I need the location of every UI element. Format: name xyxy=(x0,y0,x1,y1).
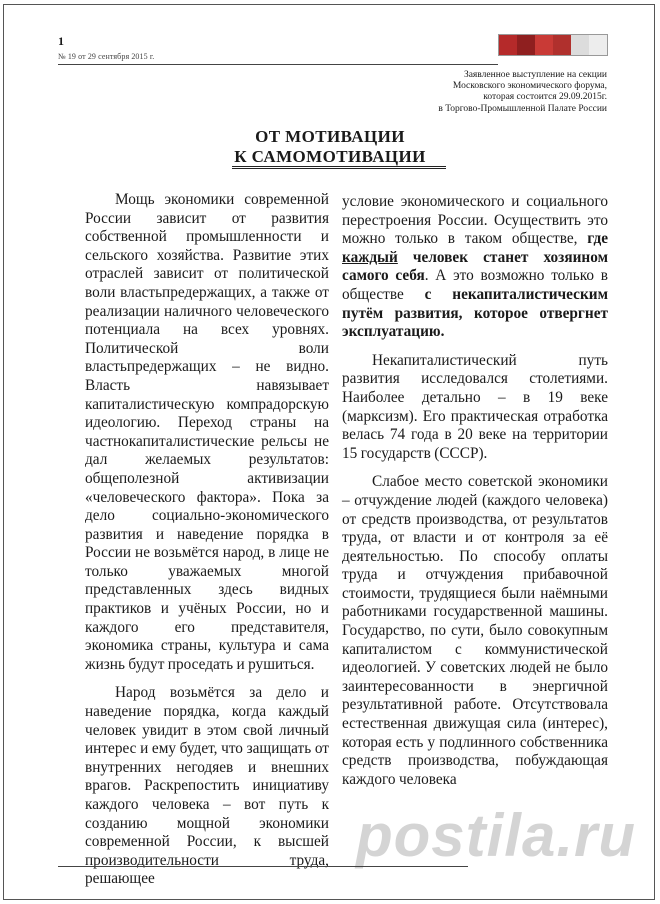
paragraph: Некапиталистический путь развития исследовался столетиями. Наиболее детально – в 19 веке (марксизм). Его практическая отработка велась 74 года в 20 веке на территории 15 государств (СССР). xyxy=(342,351,608,462)
paragraph: Народ возьмётся за дело и наведение порядка, когда каждый человек увидит в этом свой личный интерес и ему будет, что защищать от внутренних негодяев и внешних врагов. Раскрепостить инициативу каждого человека – вот путь к созданию мощной экономики современной России, к высшей производительности труда, решающее xyxy=(85,684,329,888)
announcement-line: которая состоится 29.09.2015г. xyxy=(483,92,607,103)
header-rule xyxy=(58,64,498,65)
page-number: 1 xyxy=(58,34,64,48)
right-column xyxy=(342,193,608,789)
announcement-block xyxy=(307,70,607,115)
text-run: условие экономического и социального перестроения России. Осуществить это можно только в таком обществе, xyxy=(342,193,608,248)
title-underline xyxy=(232,166,446,167)
paragraph: Слабое место советской экономики – отчуждение людей (каждого человека) от средств производства, от результатов труда, от власти и от контроля за её деятельностью. По способу оплаты труда и отчуждения прибавочной стоимости, трудящиеся были наёмными работниками государственной машины. Государство, по сути, было совокупным капиталистом с коммунистической идеологией. У советских людей не было заинтересованности в энергичной результативной работе. Отсутствовала естественная движущая сила (интерес), которая есть у подлинного собственника средств производства, побуждающая каждого человека xyxy=(342,473,608,788)
underlined-text: каждый xyxy=(342,248,398,266)
title-underline xyxy=(232,168,446,169)
issue-line: № 19 от 29 сентября 2015 г. xyxy=(58,52,155,61)
announcement-line: в Торгово-Промышленной Палате России xyxy=(438,103,607,114)
article-title-line-2: К САМОМОТИВАЦИИ xyxy=(234,147,426,166)
text-run: . А это возможно только в обществе xyxy=(342,267,608,303)
paragraph xyxy=(342,193,608,342)
announcement-line: Московского экономического форума, xyxy=(452,81,607,92)
announcement-line: Заявленное выступление на секции xyxy=(463,70,607,80)
bold-text: с некапиталистическим путём развития, которое отвергнет эксплуатацию. xyxy=(342,285,608,341)
left-column xyxy=(85,191,329,889)
paragraph: Мощь экономики современной России зависит от развития собственной промышленности и сельского хозяйства. Развитие этих отраслей зависит от политической воли властьпредержащих, а также от реализации наличного человеческого потенциала на всех уровнях. Политической воли властьпредержащих – не видно. Власть навязывает капиталистическую компрадорскую идеологию. Переход страны на частнокапиталистические рельсы не дал желаемых результатов: общеполезной активизации «человеческого фактора». Пока за дело социально-экономического развития и наведение порядка в России не возьмётся народ, в лице не только уважаемых многой представленных здесь видных практиков и учёных России, но и каждого его представителя, экономика страны, культура и сама жизнь будут проседать и рушиться. xyxy=(85,191,329,673)
watermark-logo: postila.ru xyxy=(355,802,636,869)
bold-text: где каждый человек станет хозяином самого себя xyxy=(342,230,608,285)
newspaper-logo xyxy=(498,34,608,56)
article-title-line-1: ОТ МОТИВАЦИИ xyxy=(255,127,405,146)
